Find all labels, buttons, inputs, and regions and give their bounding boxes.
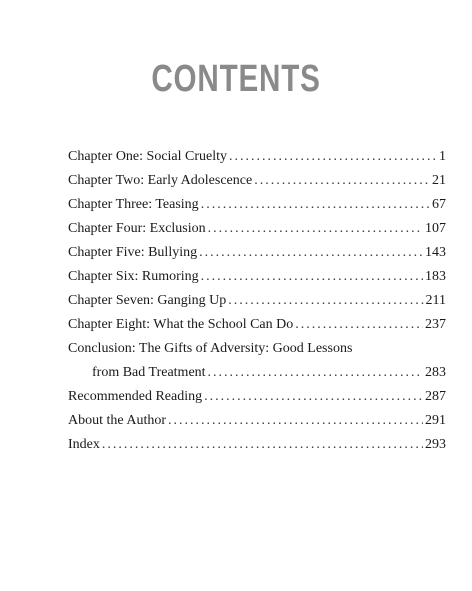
toc-entry-chapter-four[interactable] bbox=[68, 217, 446, 241]
toc-entry-page: 183 bbox=[425, 269, 446, 284]
toc-entry-label: Chapter One: Social Cruelty bbox=[68, 149, 228, 164]
toc-entry-label: Index bbox=[68, 437, 100, 452]
toc-entry-conclusion[interactable] bbox=[68, 337, 446, 361]
dot-leader bbox=[229, 145, 437, 169]
dot-leader bbox=[201, 193, 430, 217]
toc-entry-label: Conclusion: The Gifts of Adversity: Good Lessons bbox=[68, 341, 353, 356]
toc-entry-about-the-author[interactable] bbox=[68, 409, 446, 433]
toc-entry-page: 283 bbox=[425, 365, 446, 380]
toc-entry-chapter-two[interactable] bbox=[68, 169, 446, 193]
dot-leader bbox=[228, 289, 423, 313]
dot-leader bbox=[201, 265, 423, 289]
toc-entry-page: 107 bbox=[425, 221, 446, 236]
toc-entry-label: Chapter Eight: What the School Can Do bbox=[68, 317, 294, 332]
toc-entry-label: About the Author bbox=[68, 413, 166, 428]
toc-entry-index[interactable] bbox=[68, 433, 446, 457]
toc-entry-page: 291 bbox=[425, 413, 446, 428]
dot-leader bbox=[102, 433, 423, 457]
page-title: CONTENTS bbox=[151, 58, 321, 100]
toc-entry-label: Chapter Two: Early Adolescence bbox=[68, 173, 253, 188]
dot-leader bbox=[204, 385, 423, 409]
toc-entry-page: 237 bbox=[425, 317, 446, 332]
toc-entry-chapter-three[interactable] bbox=[68, 193, 446, 217]
toc-entry-recommended-reading[interactable] bbox=[68, 385, 446, 409]
toc-entry-label: Chapter Five: Bullying bbox=[68, 245, 198, 260]
toc-entry-chapter-one[interactable] bbox=[68, 145, 446, 169]
toc-entry-chapter-seven[interactable] bbox=[68, 289, 446, 313]
toc-entry-label: Chapter Seven: Ganging Up bbox=[68, 293, 227, 308]
toc-entry-label: Chapter Six: Rumoring bbox=[68, 269, 199, 284]
toc-entry-page: 211 bbox=[425, 293, 446, 308]
dot-leader bbox=[199, 241, 423, 265]
toc-entry-chapter-six[interactable] bbox=[68, 265, 446, 289]
toc-entry-label: Chapter Four: Exclusion bbox=[68, 221, 206, 236]
dot-leader bbox=[208, 217, 423, 241]
toc-entry-page: 67 bbox=[432, 197, 446, 212]
dot-leader bbox=[208, 361, 423, 385]
dot-leader bbox=[295, 313, 423, 337]
toc-entry-page: 293 bbox=[425, 437, 446, 452]
toc-entry-page: 1 bbox=[439, 149, 446, 164]
toc-entry-page: 21 bbox=[432, 173, 446, 188]
toc-entry-chapter-eight[interactable] bbox=[68, 313, 446, 337]
toc-entry-label: Recommended Reading bbox=[68, 389, 203, 404]
toc-entry-label-continued: from Bad Treatment bbox=[92, 365, 206, 380]
toc-entry-page: 287 bbox=[425, 389, 446, 404]
dot-leader bbox=[168, 409, 423, 433]
toc-entry-page: 143 bbox=[425, 245, 446, 260]
toc-entry-label: Chapter Three: Teasing bbox=[68, 197, 199, 212]
dot-leader bbox=[254, 169, 430, 193]
table-of-contents bbox=[68, 145, 446, 457]
toc-entry-chapter-five[interactable] bbox=[68, 241, 446, 265]
toc-entry-conclusion-continued[interactable] bbox=[68, 361, 446, 385]
